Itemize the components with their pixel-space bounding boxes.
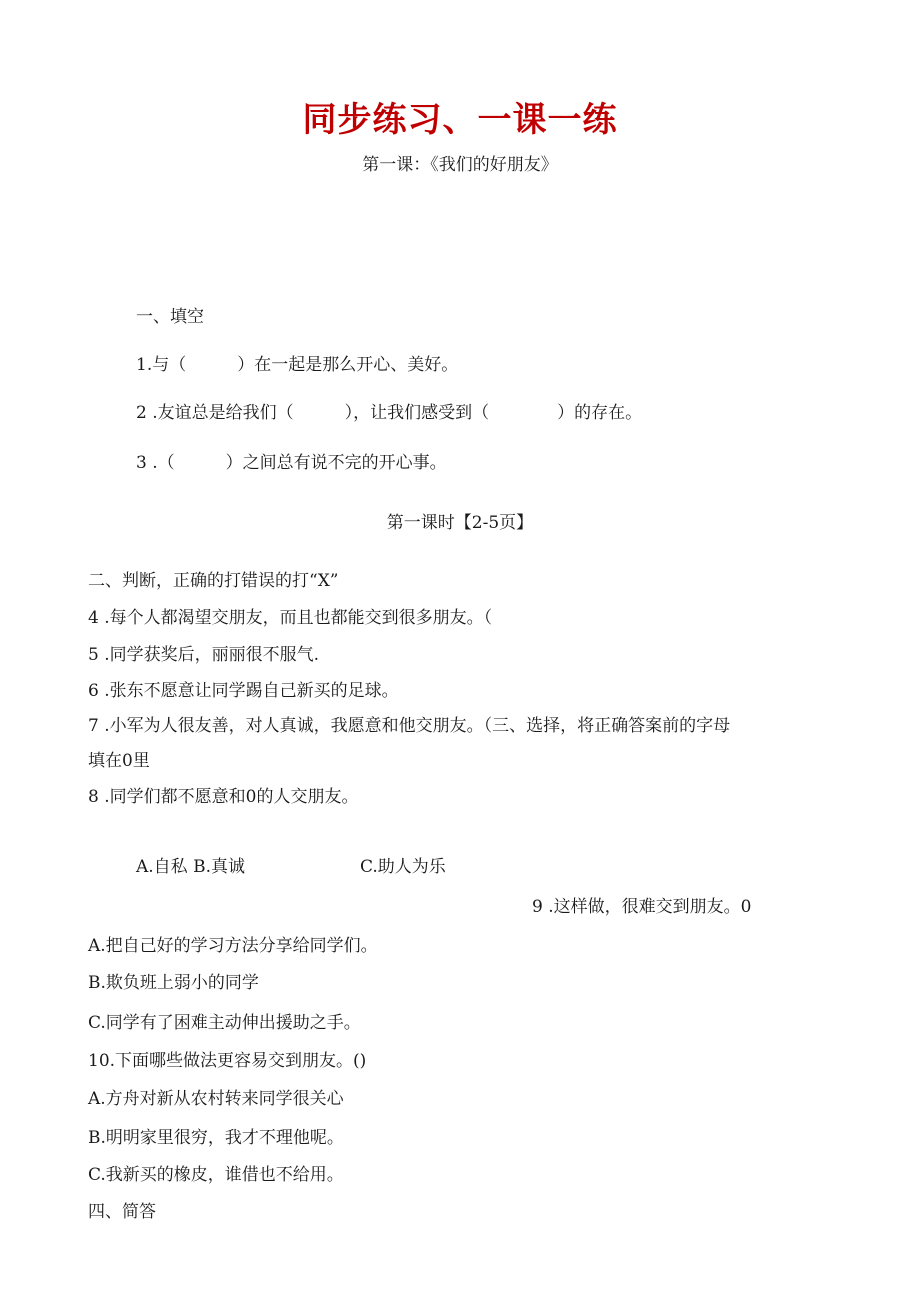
- lesson-subtitle: 第一课：《我们的好朋友》: [362, 155, 558, 175]
- question-10-option-c: C.我新买的橡皮，谁借也不给用。: [88, 1165, 344, 1185]
- question-4: 4 .每个人都渴望交朋友，而且也都能交到很多朋友。（: [88, 608, 493, 628]
- question-8: 8 .同学们都不愿意和0的人交朋友。: [88, 787, 359, 807]
- question-8-option-c: C.助人为乐: [360, 857, 446, 877]
- question-10-option-b: B.明明家里很穷，我才不理他呢。: [88, 1128, 344, 1148]
- lesson-label: 第一课时【2-5页】: [386, 513, 534, 533]
- question-9: 9 .这样做，很难交到朋友。0: [532, 897, 752, 917]
- question-2: 2 .友谊总是给我们（ ），让我们感受到（ ）的存在。: [136, 403, 643, 423]
- question-9-option-b: B.欺负班上弱小的同学: [88, 973, 259, 993]
- question-6: 6 .张东不愿意让同学踢自己新买的足球。: [88, 681, 399, 701]
- question-10: 10.下面哪些做法更容易交到朋友。(): [88, 1051, 367, 1071]
- question-7-line-2: 填在0里: [88, 751, 150, 771]
- question-8-options-ab: A.自私 B.真诚: [136, 857, 245, 877]
- section-heading-short-answer: 四、简答: [88, 1202, 156, 1222]
- question-10-option-a: A.方舟对新从农村转来同学很关心: [88, 1089, 344, 1109]
- question-9-option-c: C.同学有了困难主动伸出援助之手。: [88, 1013, 361, 1033]
- question-1: 1.与（ ）在一起是那么开心、美好。: [136, 355, 459, 375]
- question-7-line-1: 7 .小军为人很友善，对人真诚，我愿意和他交朋友。（三、选择，将正确答案前的字母: [88, 716, 731, 736]
- question-9-option-a: A.把自己好的学习方法分享给同学们。: [88, 936, 378, 956]
- page-title: 同步练习、一课一练: [302, 100, 618, 140]
- section-heading-true-false: 二、判断，正确的打错误的打“X”: [88, 571, 339, 591]
- section-heading-fill-blank: 一、填空: [136, 307, 204, 327]
- question-3: 3 .（ ）之间总有说不完的开心事。: [136, 453, 447, 473]
- question-5: 5 .同学获奖后，丽丽很不服气.: [88, 645, 320, 665]
